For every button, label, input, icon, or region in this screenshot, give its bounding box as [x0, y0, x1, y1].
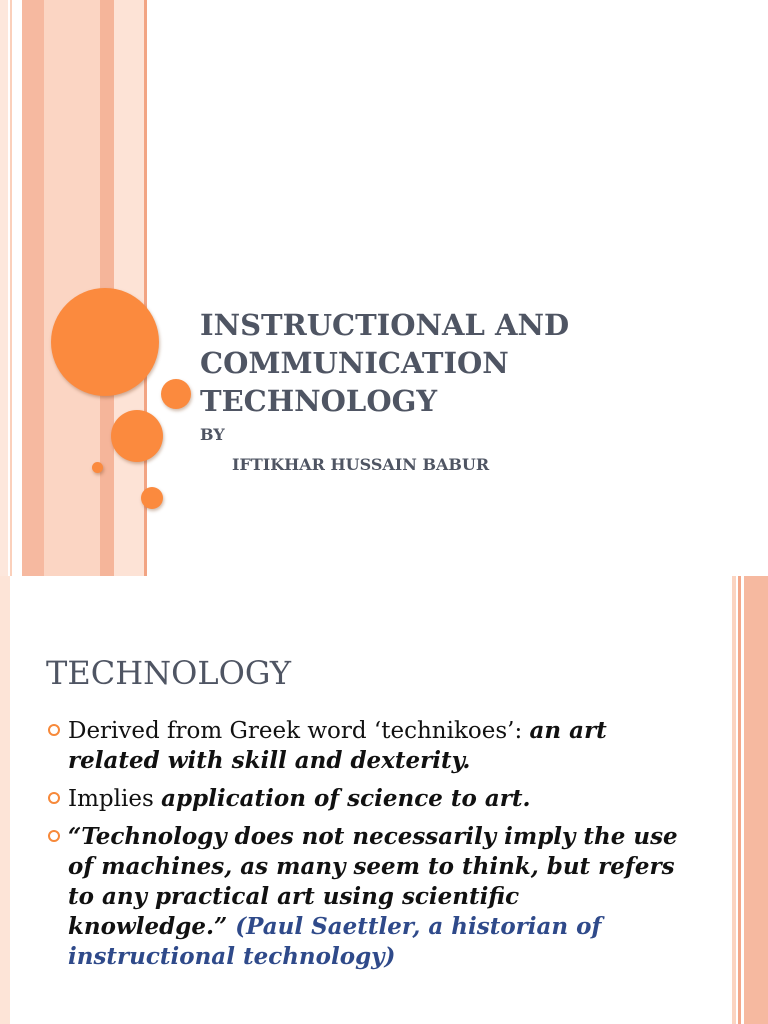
decorative-circle [141, 487, 163, 509]
decorative-circle-small [92, 462, 103, 473]
decorative-stripe [0, 576, 10, 1024]
author-name: IFTIKHAR HUSSAIN BABUR [232, 455, 490, 474]
list-item [46, 822, 686, 972]
bullet-text: Implies [68, 786, 162, 812]
bullet-emphasis: application of science to art. [161, 785, 531, 812]
by-label: BY [200, 425, 225, 444]
list-item [46, 784, 686, 814]
decorative-stripe [0, 0, 8, 576]
decorative-circle-large [51, 288, 159, 396]
decorative-stripe [22, 0, 44, 576]
citation-text: (Paul Saettler, a historian of instructional technology) [68, 913, 602, 970]
bullet-text: Derived from Greek word ‘technikoes’: [68, 718, 530, 744]
content-slide [0, 576, 768, 1024]
title-line: TECHNOLOGY [200, 384, 438, 418]
decorative-circle [161, 379, 191, 409]
slide-subtitle [200, 425, 720, 474]
title-line: COMMUNICATION [200, 346, 509, 380]
bullet-emphasis: an art related with skill and dexterity. [68, 717, 607, 774]
decorative-stripe [10, 0, 12, 576]
bullet-list [46, 716, 686, 980]
decorative-stripe [114, 0, 144, 576]
slide-title [200, 306, 720, 420]
decorative-stripe [732, 576, 736, 1024]
bullet-ring-icon [48, 830, 60, 842]
quote-text: “Technology does not necessarily imply the use of machines, as many seem to think, but refers to any practical art using scientific knowledge.” [68, 823, 678, 940]
bullet-ring-icon [48, 724, 60, 736]
title-line: INSTRUCTIONAL AND [200, 308, 570, 342]
decorative-stripe [744, 576, 768, 1024]
decorative-stripe [738, 576, 741, 1024]
decorative-stripe [44, 0, 100, 576]
bullet-ring-icon [48, 792, 60, 804]
decorative-circle [111, 410, 163, 462]
slide-heading: TECHNOLOGY [46, 654, 291, 692]
list-item [46, 716, 686, 776]
